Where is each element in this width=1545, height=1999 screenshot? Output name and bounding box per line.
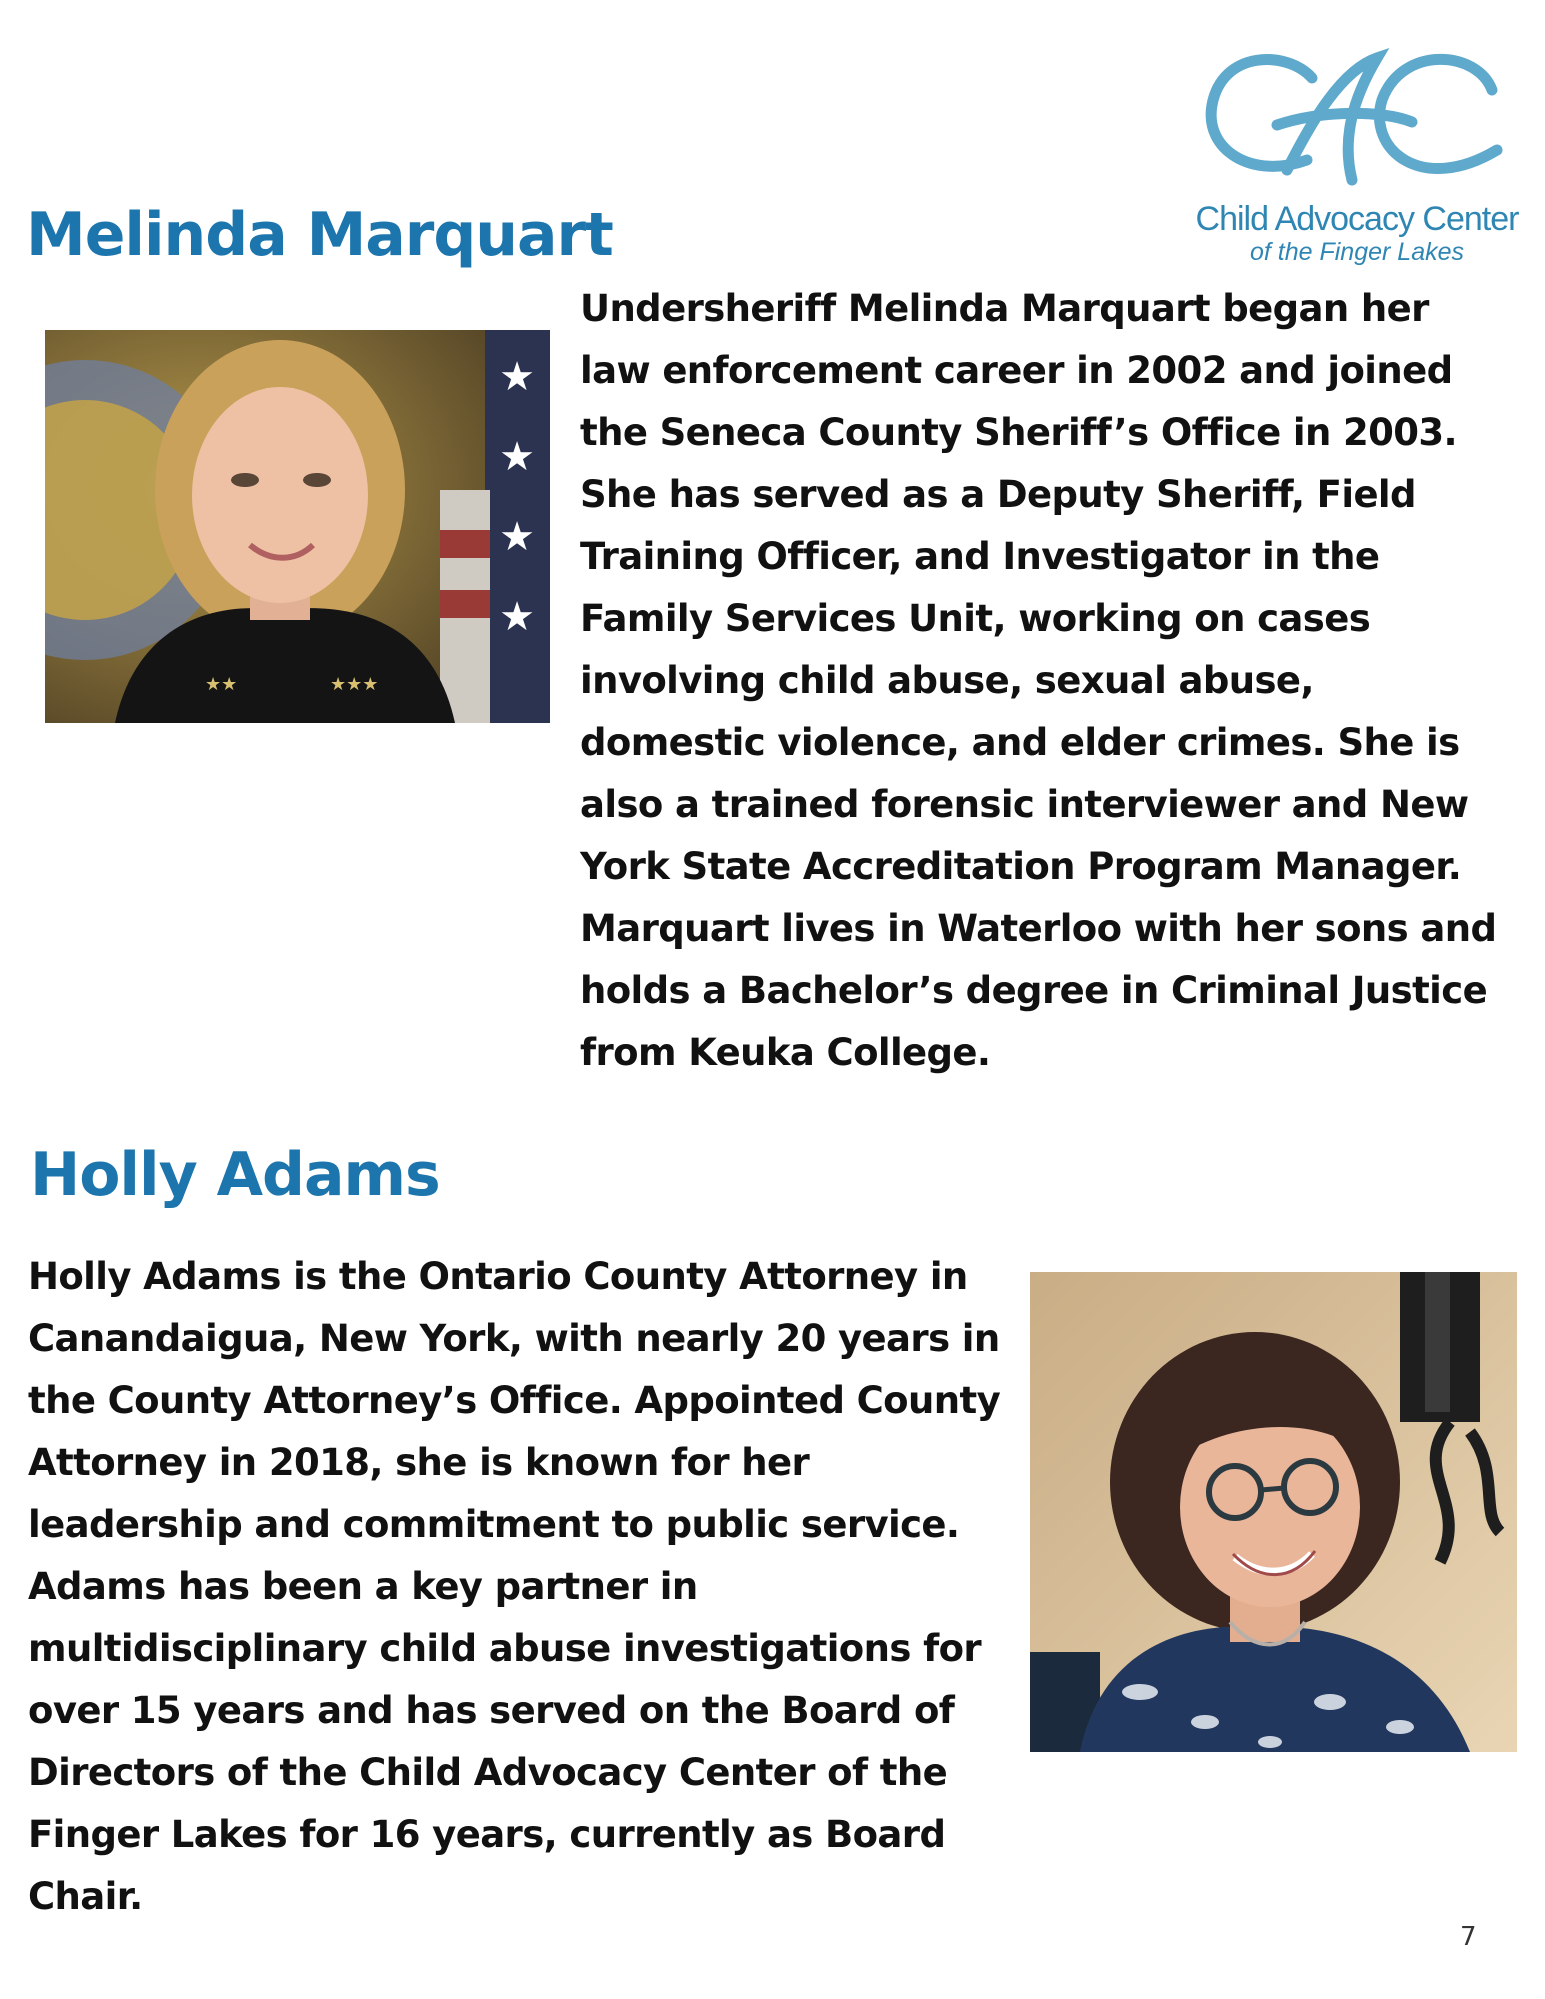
holly-adams-photo bbox=[1030, 1272, 1517, 1752]
bio-line: York State Accreditation Program Manager. bbox=[580, 845, 1462, 888]
bio-line: the Seneca County Sheriff’s Office in 2003. bbox=[580, 411, 1457, 454]
svg-text:★: ★ bbox=[499, 354, 535, 400]
bio-line: She has served as a Deputy Sheriff, Field bbox=[580, 473, 1416, 516]
bio-line: over 15 years and has served on the Board of bbox=[28, 1689, 955, 1732]
bio-line: Directors of the Child Advocacy Center of the bbox=[28, 1751, 948, 1794]
cac-logo-mark-icon bbox=[1192, 30, 1522, 205]
bio-line: involving child abuse, sexual abuse, bbox=[580, 659, 1314, 702]
bio-line: from Keuka College. bbox=[580, 1031, 991, 1074]
cac-logo bbox=[1192, 30, 1522, 270]
bio-line: leadership and commitment to public service. bbox=[28, 1503, 960, 1546]
profile-name: Melinda Marquart bbox=[26, 200, 613, 270]
profile-name: Holly Adams bbox=[30, 1140, 440, 1210]
bio-line: also a trained forensic interviewer and New bbox=[580, 783, 1469, 826]
svg-text:★★: ★★ bbox=[205, 674, 238, 695]
svg-text:★: ★ bbox=[499, 594, 535, 640]
bio-line: Attorney in 2018, she is known for her bbox=[28, 1441, 810, 1484]
bio-line: Adams has been a key partner in bbox=[28, 1565, 698, 1608]
bio-line: domestic violence, and elder crimes. She is bbox=[580, 721, 1460, 764]
bio-line: Undersheriff Melinda Marquart began her bbox=[580, 287, 1429, 330]
profile-bio bbox=[28, 1246, 1018, 1928]
bio-line: Canandaigua, New York, with nearly 20 years in bbox=[28, 1317, 1000, 1360]
bio-line: Finger Lakes for 16 years, currently as Board bbox=[28, 1813, 946, 1856]
bio-line: multidisciplinary child abuse investigations for bbox=[28, 1627, 982, 1670]
bio-line: law enforcement career in 2002 and joined bbox=[580, 349, 1453, 392]
bio-line: the County Attorney’s Office. Appointed County bbox=[28, 1379, 1001, 1422]
bio-line: holds a Bachelor’s degree in Criminal Justice bbox=[580, 969, 1488, 1012]
svg-text:★: ★ bbox=[499, 434, 535, 480]
bio-line: Chair. bbox=[28, 1875, 143, 1918]
profile-bio bbox=[580, 278, 1520, 1084]
bio-line: Training Officer, and Investigator in the bbox=[580, 535, 1380, 578]
melinda-marquart-photo bbox=[45, 330, 550, 723]
page-number: 7 bbox=[1460, 1922, 1477, 1952]
bio-line: Holly Adams is the Ontario County Attorney in bbox=[28, 1255, 968, 1298]
bio-line: Family Services Unit, working on cases bbox=[580, 597, 1371, 640]
logo-title: Child Advocacy Center bbox=[1195, 200, 1519, 238]
svg-text:★★★: ★★★ bbox=[330, 674, 379, 695]
svg-text:★: ★ bbox=[499, 514, 535, 560]
bio-line: Marquart lives in Waterloo with her sons and bbox=[580, 907, 1497, 950]
logo-subtitle: of the Finger Lakes bbox=[1249, 238, 1464, 266]
